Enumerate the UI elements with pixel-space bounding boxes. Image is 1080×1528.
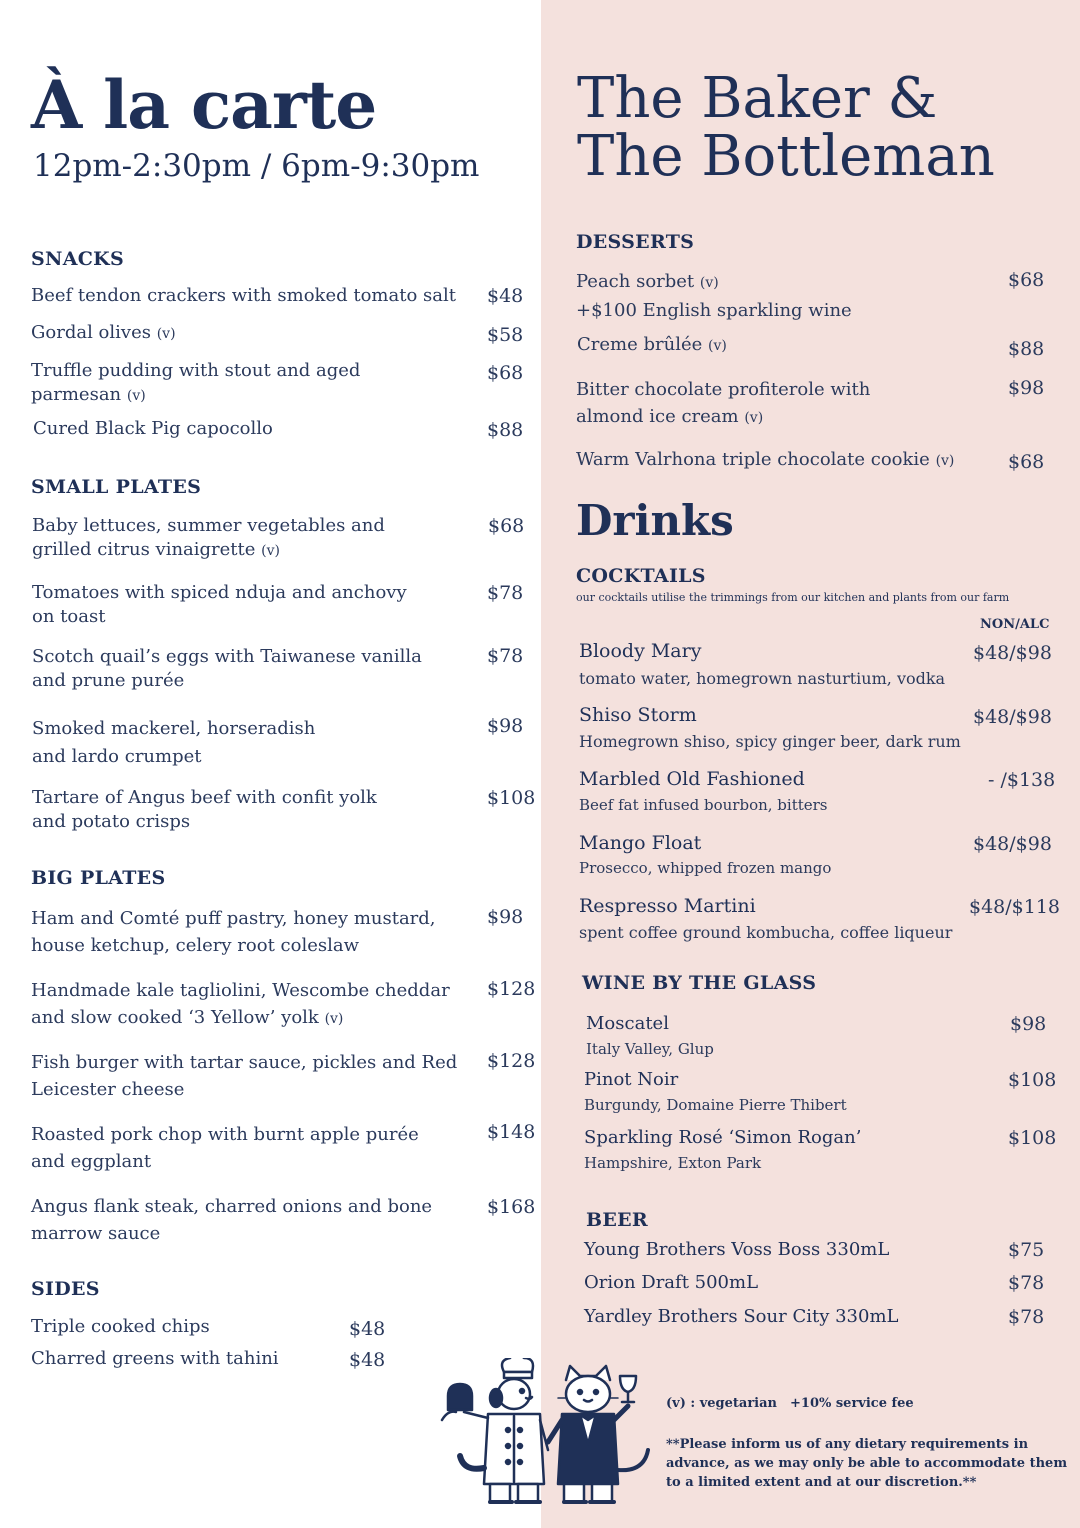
cocktail-price: $48/$98 [973,833,1052,855]
menu-item-name: Creme brûlée [577,334,703,355]
beer-name: Orion Draft 500mL [584,1272,759,1293]
menu-item-name: Charred greens with tahini [31,1348,279,1369]
restaurant-name-line-2: The Bottleman [577,124,995,189]
vegetarian-tag: (v) [935,453,955,469]
menu-item [576,448,996,473]
menu-item [31,359,381,408]
menu-item-name: Fish burger with tartar sauce, pickles and Red Leicester cheese [31,1052,458,1100]
menu-item-price: $78 [487,645,524,667]
cocktail-price: $48/$98 [973,706,1052,728]
bottleman-cat-icon [548,1366,648,1502]
cocktail-price: $48/$118 [969,896,1061,918]
menu-item-price: $88 [1008,338,1045,360]
menu-item-name: Bitter chocolate profiterole with [576,379,871,400]
menu-item-price: $68 [1008,269,1045,291]
section-heading-snacks: SNACKS [31,248,124,270]
cocktail-description: Prosecco, whipped frozen mango [579,859,832,877]
service-fee-note: +10% service fee [790,1396,914,1411]
menu-item-price: $98 [487,906,524,928]
menu-item-name: Angus flank steak, charred onions and bone marrow sauce [31,1196,433,1244]
wine-origin: Hampshire, Exton Park [584,1154,762,1172]
menu-item-name: Peach sorbet [576,271,695,292]
beer-price: $75 [1008,1239,1045,1261]
cocktail-description: Beef fat infused bourbon, bitters [579,796,828,814]
menu-item-price: $48 [349,1349,386,1371]
menu-item [576,268,976,324]
menu-item-name: Baby lettuces, summer vegetables and grilled citrus vinaigrette [32,515,385,560]
cocktail-description: spent coffee ground kombucha, coffee liqueur [579,923,953,942]
baker-and-bottleman-illustration [430,1358,666,1510]
cocktail-description: Homegrown shiso, spicy ginger beer, dark rum [579,732,961,751]
menu-item-price: $108 [487,787,536,809]
service-hours: 12pm-2:30pm / 6pm-9:30pm [33,148,480,184]
wine-name: Sparkling Rosé ‘Simon Rogan’ [584,1127,862,1148]
menu-item-price: $78 [487,582,524,604]
dietary-notice [666,1435,1067,1492]
dietary-notice-line: advance, as we may only be able to accommodate them [666,1456,1068,1471]
restaurant-name [577,66,995,189]
dietary-notice-line: **Please inform us of any dietary requirements in [666,1437,1029,1452]
menu-item-name: Scotch quail’s eggs with Taiwanese vanilla and prune purée [32,646,422,691]
section-heading-wine: WINE BY THE GLASS [582,972,817,994]
menu-item-price: $68 [1008,451,1045,473]
section-heading-desserts: DESSERTS [576,231,695,253]
menu-item-name: Ham and Comté puff pastry, honey mustard, house ketchup, celery root coleslaw [31,908,436,956]
cocktail-description: tomato water, homegrown nasturtium, vodka [579,669,946,688]
menu-item-name: Smoked mackerel, horseradish and lardo crumpet [32,718,316,767]
menu-item [576,376,976,432]
cocktail-name: Bloody Mary [579,640,702,662]
vegetarian-legend: (v) : vegetarian [666,1396,777,1411]
menu-item-price: $68 [487,362,524,384]
wine-origin: Italy Valley, Glup [586,1040,714,1058]
menu-item [32,514,412,563]
menu-item-price: $98 [487,715,524,737]
cocktail-name: Shiso Storm [579,704,697,726]
right-column [541,0,1080,1528]
vegetarian-tag: (v) [126,388,146,404]
menu-item-name: Roasted pork chop with burnt apple purée and eggplant [31,1124,419,1172]
vegetarian-tag: (v) [156,326,176,342]
wine-origin: Burgundy, Domaine Pierre Thibert [584,1096,847,1114]
menu-item-name: Beef tendon crackers with smoked tomato salt [31,285,456,306]
wine-name: Pinot Noir [584,1069,679,1090]
section-heading-small-plates: SMALL PLATES [31,476,202,498]
cocktail-name: Marbled Old Fashioned [579,768,805,790]
section-heading-big-plates: BIG PLATES [31,867,166,889]
dietary-notice-line: to a limited extent and at our discretion.** [666,1475,977,1490]
menu-item-name: Handmade kale tagliolini, Wescombe cheddar and slow cooked ‘3 Yellow’ yolk [31,980,450,1028]
menu-item-extra: +$100 English sparkling wine [576,300,852,321]
vegetarian-tag: (v) [708,338,727,354]
menu-item [31,321,471,346]
cocktail-name: Respresso Martini [579,895,756,917]
section-heading-sides: SIDES [31,1278,100,1300]
menu-item-name: Tartare of Angus beef with confit yolk and potato crisps [32,787,377,832]
menu-item [577,333,977,358]
menu-item-name: Cured Black Pig capocollo [33,418,273,439]
wine-name: Moscatel [586,1013,669,1034]
menu-item-name: Gordal olives [31,322,151,343]
vegetarian-tag: (v) [324,1011,344,1027]
cocktail-name: Mango Float [579,832,702,854]
menu-item-name: Tomatoes with spiced nduja and anchovy on toast [32,582,407,627]
beer-price: $78 [1008,1272,1045,1294]
wine-price: $98 [1010,1013,1047,1035]
section-heading-beer: BEER [586,1209,649,1231]
baker-dog-icon [442,1358,548,1502]
beer-price: $78 [1008,1306,1045,1328]
menu-item [31,977,471,1033]
menu-item-price: $148 [487,1121,536,1143]
menu-item-price: $168 [487,1196,536,1218]
menu-item-price: $128 [487,978,536,1000]
page-title: À la carte [31,66,377,144]
cocktails-note: our cocktails utilise the trimmings from our kitchen and plants from our farm [576,591,1010,604]
non-alc-label: NON/ALC [980,617,1050,632]
menu-item-name: Warm Valrhona triple chocolate cookie [576,449,930,470]
menu-item-name: Truffle pudding with stout and aged parmesan [31,360,361,405]
menu-item-price: $48 [349,1318,386,1340]
vegetarian-tag: (v) [744,410,764,426]
menu-item-price: $98 [1008,377,1045,399]
menu-item-name-continued: almond ice cream [576,406,739,427]
wine-price: $108 [1008,1069,1057,1091]
beer-name: Young Brothers Voss Boss 330mL [584,1239,890,1260]
vegetarian-tag: (v) [699,275,719,291]
menu-item-price: $128 [487,1050,536,1072]
vegetarian-tag: (v) [261,543,281,559]
beer-name: Yardley Brothers Sour City 330mL [584,1306,899,1327]
cocktail-price: $48/$98 [973,642,1052,664]
restaurant-name-line-1: The Baker & [577,66,938,131]
section-heading-cocktails: COCKTAILS [576,565,706,587]
menu-item-price: $48 [487,285,524,307]
menu-item-price: $88 [487,419,524,441]
cocktail-price: - /$138 [988,769,1056,791]
menu-item-name: Triple cooked chips [31,1316,210,1337]
wine-price: $108 [1008,1127,1057,1149]
menu-item-price: $58 [487,324,524,346]
menu-item-price: $68 [488,515,525,537]
drinks-title: Drinks [576,496,734,545]
